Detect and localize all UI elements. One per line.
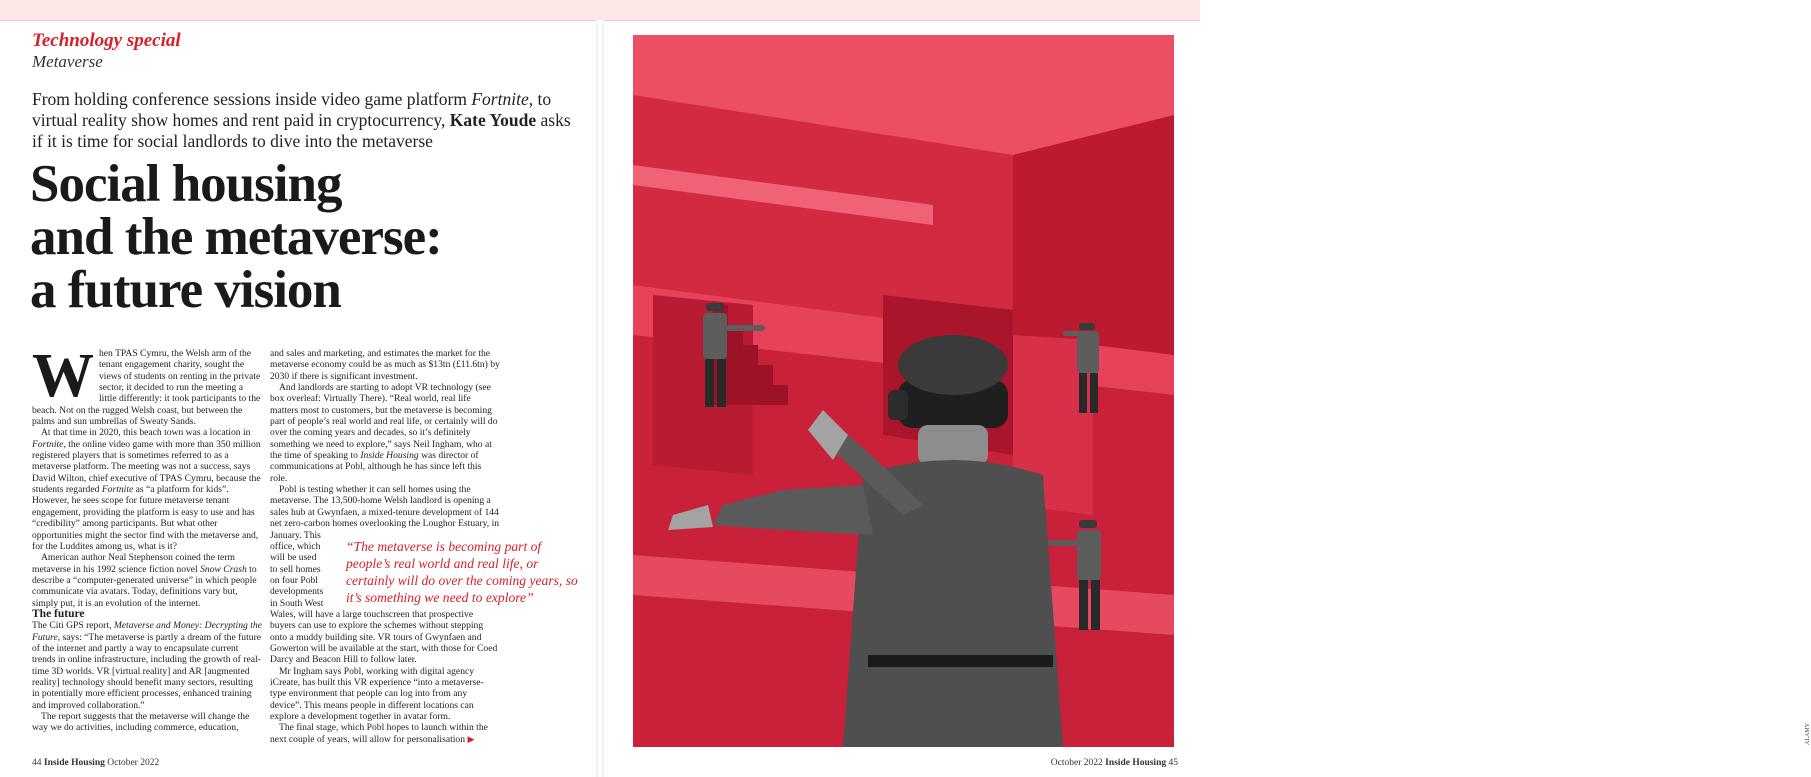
triangle-right-icon: ▶	[467, 733, 475, 744]
folio-right: October 2022 Inside Housing 45	[1050, 758, 1178, 768]
dropcap: W	[32, 342, 94, 410]
folio-left: 44 Inside Housing October 2022	[32, 758, 160, 768]
subhead: The future	[32, 607, 85, 620]
photo-credit: ALAMY	[1805, 723, 1811, 745]
headline: Social housing and the metaverse: a future vision	[30, 155, 442, 319]
vr-headset-people-illustration	[633, 35, 1174, 747]
body-column-2: and sales and marketing, and estimates the market for the metaverse economy could be as much as $13tn (£11.6tn) by 2030 if there is significant investment. And landlords are starting to adopt VR technology (see box overleaf: Virtually There). “Real world, real life matters most to customers, but the metaverse is becoming part of people’s real world and real life, or certainly will do over the coming years and decades, so it’s definitely something we need to explore,” says Neil Ingham, who at the time of speaking to Inside Housing was director of communications at Pobl, although he has since left this role. Pobl is testing whether it can sell homes using the metaverse. The 13,500-home Welsh landlord is opening a sales hub at Gwynfaen, a mixed-tenure development of 144 net zero-carbon homes overlooking the Loughor Estuary, in January. This office, which will be used to sell homes on four Pobl developments in South West Wales, will have a large touchscreen that prospective buyers can use to explore the schemes without stepping onto a muddy building site. VR tours of Gwynfaen and Gowerton will be available at the start, with those for Coed Darcy and Beacon Hill to follow later. Mr Ingham says Pobl, working with digital agency iCreate, has built this VR experience “into a metaverse-type environment that people can log into from any device”. This means people in different locations can explore a development together in avatar form. The final stage, which Pobl hopes to launch within the next couple of years, will allow for personalisation ▶	[270, 348, 500, 745]
page-gutter	[596, 20, 604, 777]
kicker: Technology special	[32, 30, 181, 51]
body-column-1: When TPAS Cymru, the Welsh arm of the tenant engagement charity, sought the views of students on renting in the private sector, it decided to run the meeting a little differently: it took participants to the beach. Not on the rugged Welsh coast, but between the palms and sun umbrellas of Sweaty Sands. At that time in 2020, this beach town was a location in Fortnite, the online video game with more than 350 million registered players that is sometimes referred to as a metaverse platform. The meeting was not a success, says David Wilton, chief executive of TPAS Cymru, because the students regarded Fortnite as “a platform for kids”. However, he sees scope for future metaverse tenant engagement, providing the platform is easy to use and has “credibility” among participants. But what other opportunities might the sector find with the metaverse and, for the Luddites among us, what is it? American author Neal Stephenson coined the term metaverse in his 1992 science fiction novel Snow Crash to describe a “computer-generated universe” in which people communicate via avatars. Today, definitions vary but, simply put, it is an evolution of the internet. The future The Citi GPS report, Metaverse and Money: Decrypting the Future, says: “The metaverse is partly a dream of the future of the internet and partly a way to encapsulate current trends in online infrastructure, including the growth of real-time 3D worlds. VR [virtual reality] and AR [augmented reality] technology should benefit many sectors, resulting in potentially more efficient processes, enhanced training and improved collaboration.” The report suggests that the metaverse will change the way we do activities, including commerce, education,	[32, 342, 262, 734]
pull-quote: “The metaverse is becoming part of people’s real world and real life, or certainly will do over the coming years, so it’s something we need to explore”	[346, 539, 578, 605]
vr-people-photo	[633, 35, 1811, 747]
standfirst: From holding conference sessions inside video game platform Fortnite, to virtual reality show homes and rent paid in cryptocurrency, Kate Youde asks if it is time for social landlords to dive into the metaverse	[32, 89, 571, 151]
section-label: Metaverse	[32, 52, 103, 71]
top-band	[0, 0, 1200, 21]
author-name: Kate Youde	[449, 110, 537, 130]
